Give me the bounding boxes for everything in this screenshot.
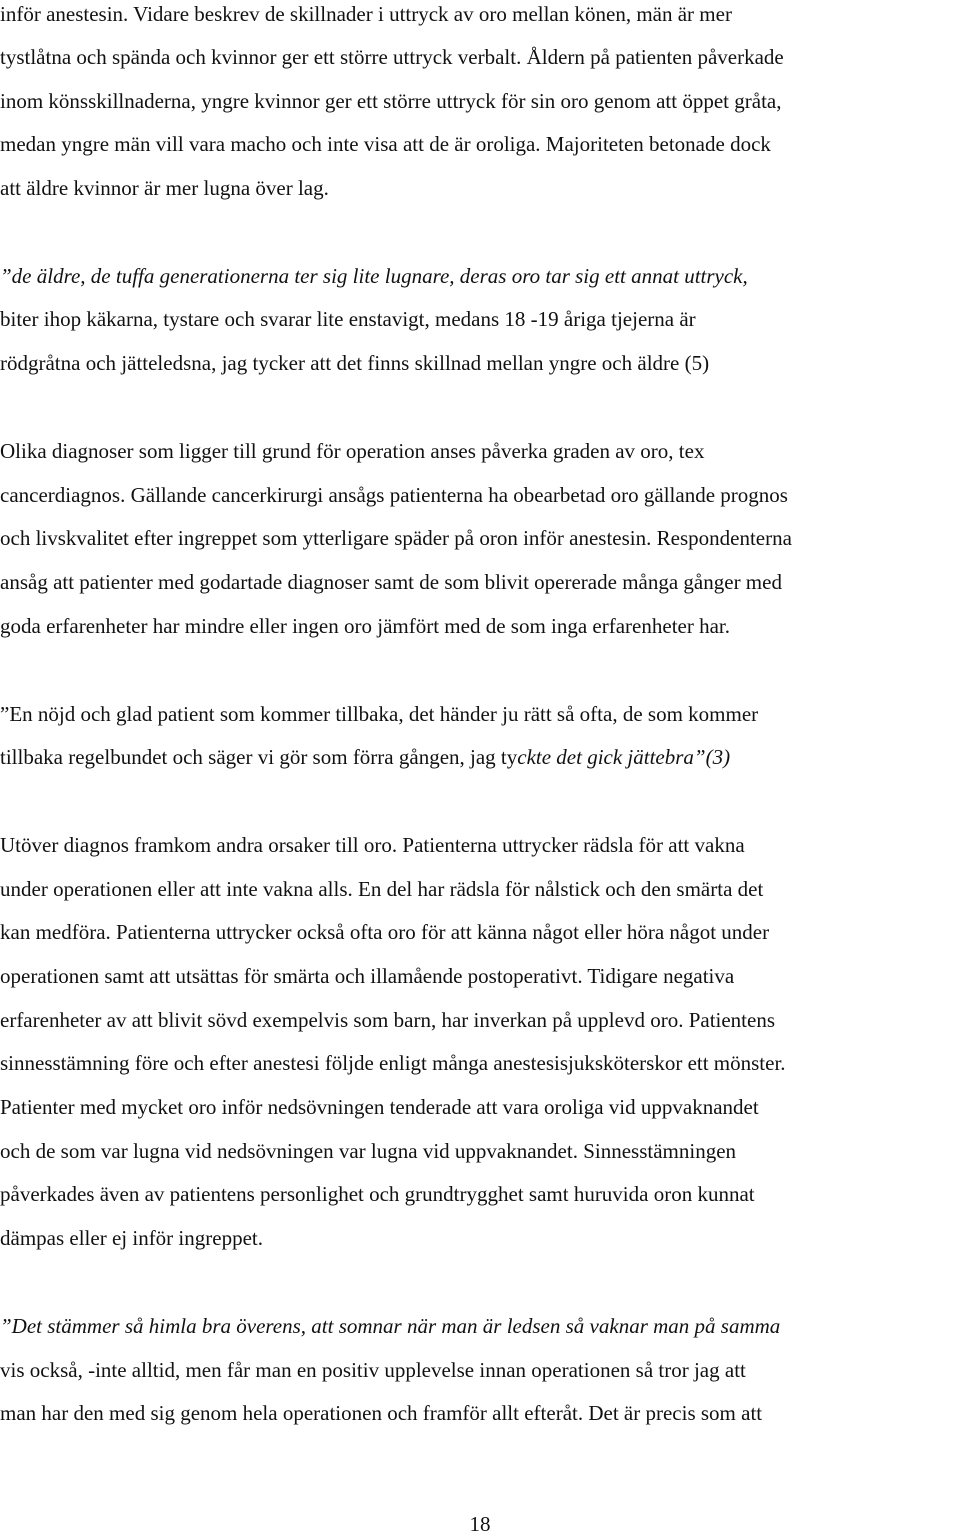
text-line: inom könsskillnaderna, yngre kvinnor ger ett större uttryck för sin oro genom att öppet gråta, bbox=[0, 89, 782, 113]
quote-line: man har den med sig genom hela operationen och framför allt efteråt. Det är precis som att bbox=[0, 1401, 763, 1425]
text-line: goda erfarenheter har mindre eller ingen oro jämfört med de som inga erfarenheter har. bbox=[0, 614, 730, 638]
text-line: under operationen eller att inte vakna alls. En del har rädsla för nålstick och den smärta det bbox=[0, 877, 764, 901]
text-line: kan medföra. Patienterna uttrycker också ofta oro för att känna något eller höra något under bbox=[0, 920, 770, 944]
text-line: medan yngre män vill vara macho och inte visa att de är oroliga. Majoriteten betonade dock bbox=[0, 132, 771, 156]
quote-plain-part: tillbaka regelbundet och säger vi gör som förra gången, jag ty bbox=[0, 745, 518, 769]
quote-line: ”En nöjd och glad patient som kommer tillbaka, det händer ju rätt så ofta, de som kommer bbox=[0, 702, 759, 726]
text-line: påverkades även av patientens personlighet och grundtrygghet samt huruvida oron kunnat bbox=[0, 1182, 755, 1206]
text-line: operationen samt att utsättas för smärta och illamående postoperativt. Tidigare negativa bbox=[0, 964, 735, 988]
quote-line: ”de äldre, de tuffa generationerna ter sig lite lugnare, deras oro tar sig ett annat uttryck, bbox=[0, 264, 748, 288]
text-line: inför anestesin. Vidare beskrev de skillnader i uttryck av oro mellan könen, män är mer bbox=[0, 2, 732, 26]
quote-line bbox=[0, 743, 730, 771]
text-line: erfarenheter av att blivit sövd exempelvis som barn, har inverkan på upplevd oro. Patientens bbox=[0, 1008, 776, 1032]
text-line: Utöver diagnos framkom andra orsaker till oro. Patienterna uttrycker rädsla för att vakna bbox=[0, 833, 745, 857]
text-line: att äldre kvinnor är mer lugna över lag. bbox=[0, 176, 329, 200]
text-line: Patienter med mycket oro inför nedsövningen tenderade att vara oroliga vid uppvaknandet bbox=[0, 1095, 759, 1119]
text-line: och de som var lugna vid nedsövningen var lugna vid uppvaknandet. Sinnesstämningen bbox=[0, 1139, 737, 1163]
text-line: cancerdiagnos. Gällande cancerkirurgi ansågs patienterna ha obearbetad oro gällande prognos bbox=[0, 483, 788, 507]
quote-line: vis också, -inte alltid, men får man en positiv upplevelse innan operationen så tror jag att bbox=[0, 1358, 746, 1382]
quote-line: rödgråtna och jätteledsna, jag tycker att det finns skillnad mellan yngre och äldre (5) bbox=[0, 351, 710, 375]
quote-line: biter ihop käkarna, tystare och svarar lite enstavigt, medans 18 -19 åriga tjejerna är bbox=[0, 307, 696, 331]
text-line: tystlåtna och spända och kvinnor ger ett större uttryck verbalt. Åldern på patienten påverkade bbox=[0, 45, 784, 69]
text-line: Olika diagnoser som ligger till grund för operation anses påverka graden av oro, tex bbox=[0, 439, 705, 463]
text-line: dämpas eller ej inför ingreppet. bbox=[0, 1226, 263, 1250]
text-line: ansåg att patienter med godartade diagnoser samt de som blivit opererade många gånger med bbox=[0, 570, 782, 594]
text-line: sinnesstämning före och efter anestesi följde enligt många anestesisjuksköterskor ett mönster. bbox=[0, 1051, 786, 1075]
quote-italic-part: ckte det gick jättebra”(3) bbox=[517, 745, 731, 769]
quote-line: ”Det stämmer så himla bra överens, att somnar när man är ledsen så vaknar man på samma bbox=[0, 1314, 781, 1338]
page-number: 18 bbox=[469, 1512, 491, 1536]
text-line: och livskvalitet efter ingreppet som ytterligare späder på oron inför anestesin. Respondenterna bbox=[0, 526, 792, 550]
